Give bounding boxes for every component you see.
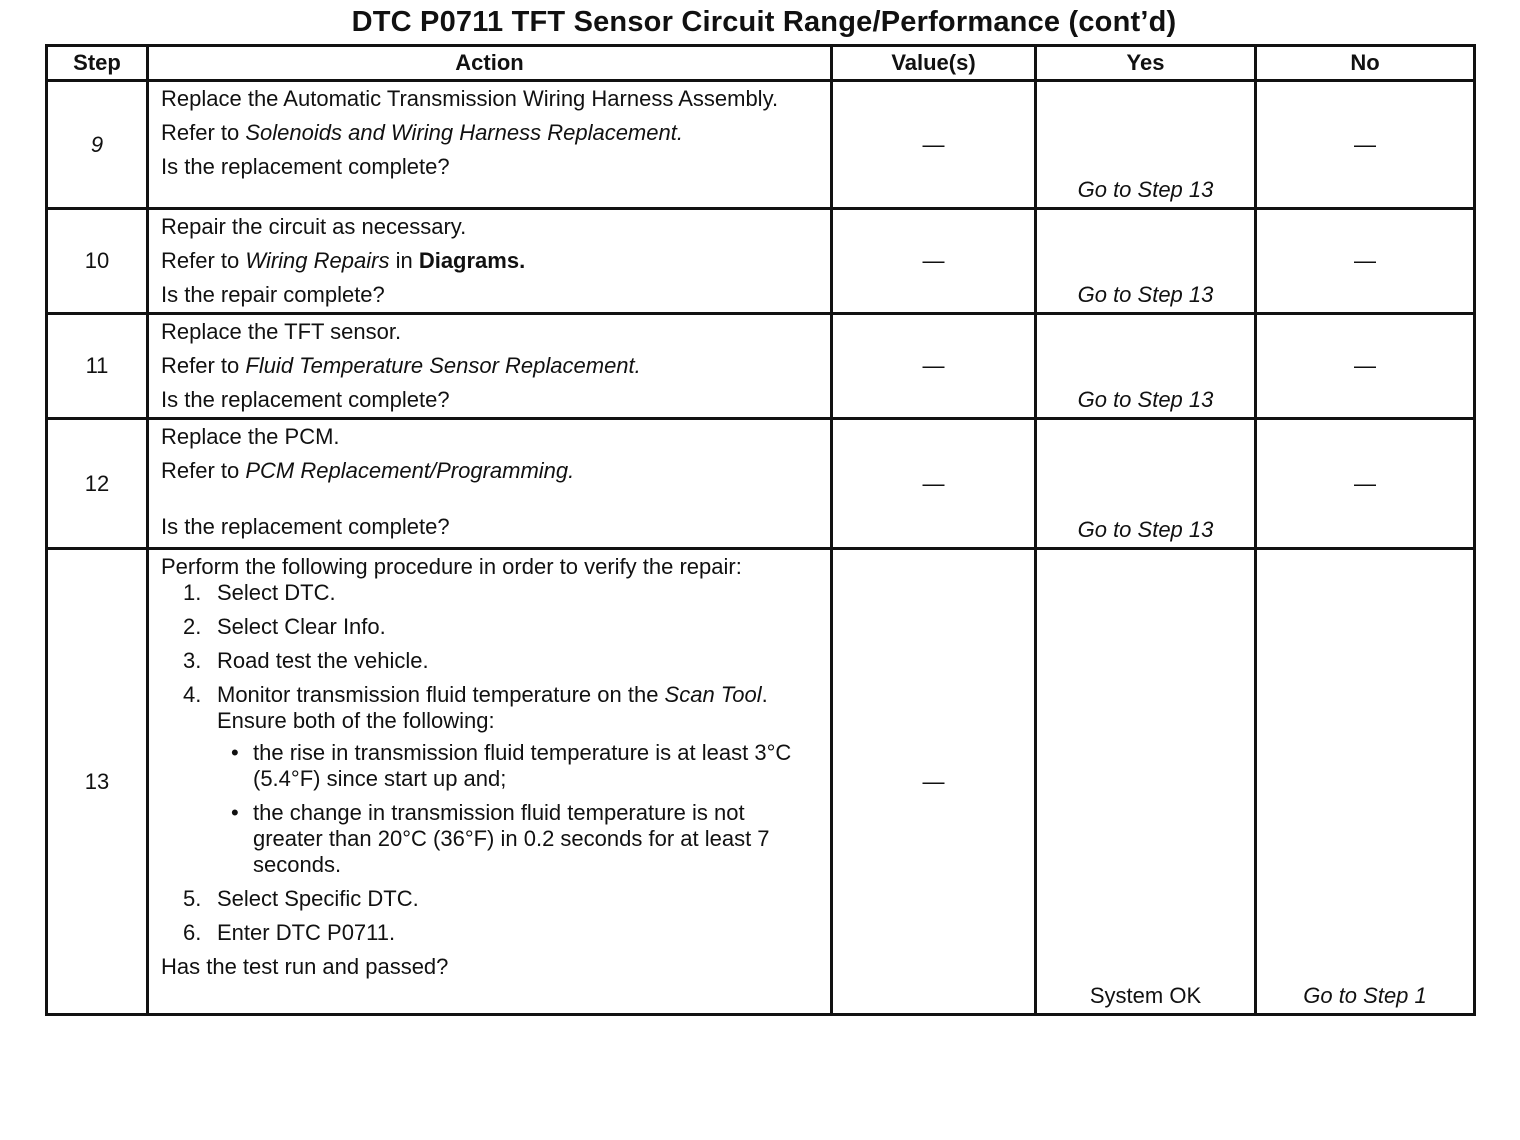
refer-link: Fluid Temperature Sensor Replacement. [245,353,641,378]
step-number: 12 [47,419,148,549]
header-no: No [1256,46,1475,81]
action-cell [148,419,832,549]
value-cell: — [832,549,1036,1015]
refer-prefix: Refer to [161,248,246,273]
step-number: 10 [47,209,148,314]
refer-line [161,353,820,379]
condition-item [217,740,820,792]
step-number: 11 [47,314,148,419]
table-row [47,81,1475,209]
refer-link: PCM Replacement/Programming. [245,458,575,483]
list-text: Monitor transmission fluid temperature on the [217,682,665,707]
value-cell: — [832,419,1036,549]
action-text: Replace the PCM. [161,424,340,449]
list-number: 6. [183,920,202,945]
action-cell [148,209,832,314]
action-cell [148,549,832,1015]
table-row [47,209,1475,314]
refer-mid: in [389,248,419,273]
refer-prefix: Refer to [161,120,246,145]
table-row [47,419,1475,549]
list-number: 3. [183,648,202,673]
scan-tool-ref: Scan Tool [664,682,762,707]
refer-line [161,120,820,146]
bullet-icon: • [231,800,239,825]
step-number: 9 [47,81,148,209]
question-text: Is the replacement complete? [161,514,450,539]
list-number: 5. [183,886,202,911]
yes-cell: Go to Step 13 [1036,314,1256,419]
no-cell: — [1256,314,1475,419]
question-text: Is the repair complete? [161,282,385,307]
refer-link: Wiring Repairs [245,248,390,273]
list-text: Select DTC. [217,580,336,605]
no-cell: Go to Step 1 [1256,549,1475,1015]
list-text-tail: . Ensure both of the following: [217,682,768,733]
diagnostic-table [45,44,1476,1016]
list-item [161,682,820,878]
value-cell: — [832,314,1036,419]
refer-section: Diagrams. [418,248,526,273]
table-row [47,314,1475,419]
yes-cell: Go to Step 13 [1036,81,1256,209]
bullet-icon: • [231,740,239,765]
list-item [161,886,820,912]
condition-text: the rise in transmission fluid temperature is at least 3°C (5.4°F) since start up and; [253,740,792,791]
list-number: 1. [183,580,202,605]
yes-cell: Go to Step 13 [1036,419,1256,549]
table-row [47,549,1475,1015]
value-cell: — [832,81,1036,209]
action-text: Replace the TFT sensor. [161,319,402,344]
header-yes: Yes [1036,46,1256,81]
step-number: 13 [47,549,148,1015]
refer-prefix: Refer to [161,353,246,378]
page-title: DTC P0711 TFT Sensor Circuit Range/Performance (cont’d) [351,6,1177,38]
yes-cell: System OK [1036,549,1256,1015]
value-cell: — [832,209,1036,314]
list-item [161,614,820,640]
list-number: 2. [183,614,202,639]
no-cell: — [1256,419,1475,549]
list-number: 4. [183,682,202,707]
question-text: Is the replacement complete? [161,387,450,412]
list-text: Select Clear Info. [217,614,386,639]
action-cell [148,314,832,419]
procedure-list [161,580,820,946]
header-action: Action [148,46,832,81]
header-values: Value(s) [832,46,1036,81]
action-text: Repair the circuit as necessary. [161,214,467,239]
list-item [161,920,820,946]
question-text: Is the replacement complete? [161,154,450,179]
list-text: Road test the vehicle. [217,648,429,673]
header-step: Step [47,46,148,81]
list-text: Select Specific DTC. [217,886,419,911]
no-cell: — [1256,209,1475,314]
refer-line [161,458,820,484]
refer-prefix: Refer to [161,458,246,483]
action-cell [148,81,832,209]
condition-item [217,800,820,878]
refer-link: Solenoids and Wiring Harness Replacement. [245,120,683,145]
question-text: Has the test run and passed? [161,954,449,979]
list-item [161,648,820,674]
list-text: Enter DTC P0711. [217,920,396,945]
no-cell: — [1256,81,1475,209]
list-item [161,580,820,606]
condition-text: the change in transmission fluid temperature is not greater than 20°C (36°F) in 0.2 seconds for at least 7 seconds. [253,800,770,877]
yes-cell: Go to Step 13 [1036,209,1256,314]
action-text: Replace the Automatic Transmission Wiring Harness Assembly. [161,86,779,111]
procedure-intro: Perform the following procedure in order to verify the repair: [161,554,742,579]
condition-list [217,740,820,878]
table-header-row [47,46,1475,81]
refer-line [161,248,820,274]
